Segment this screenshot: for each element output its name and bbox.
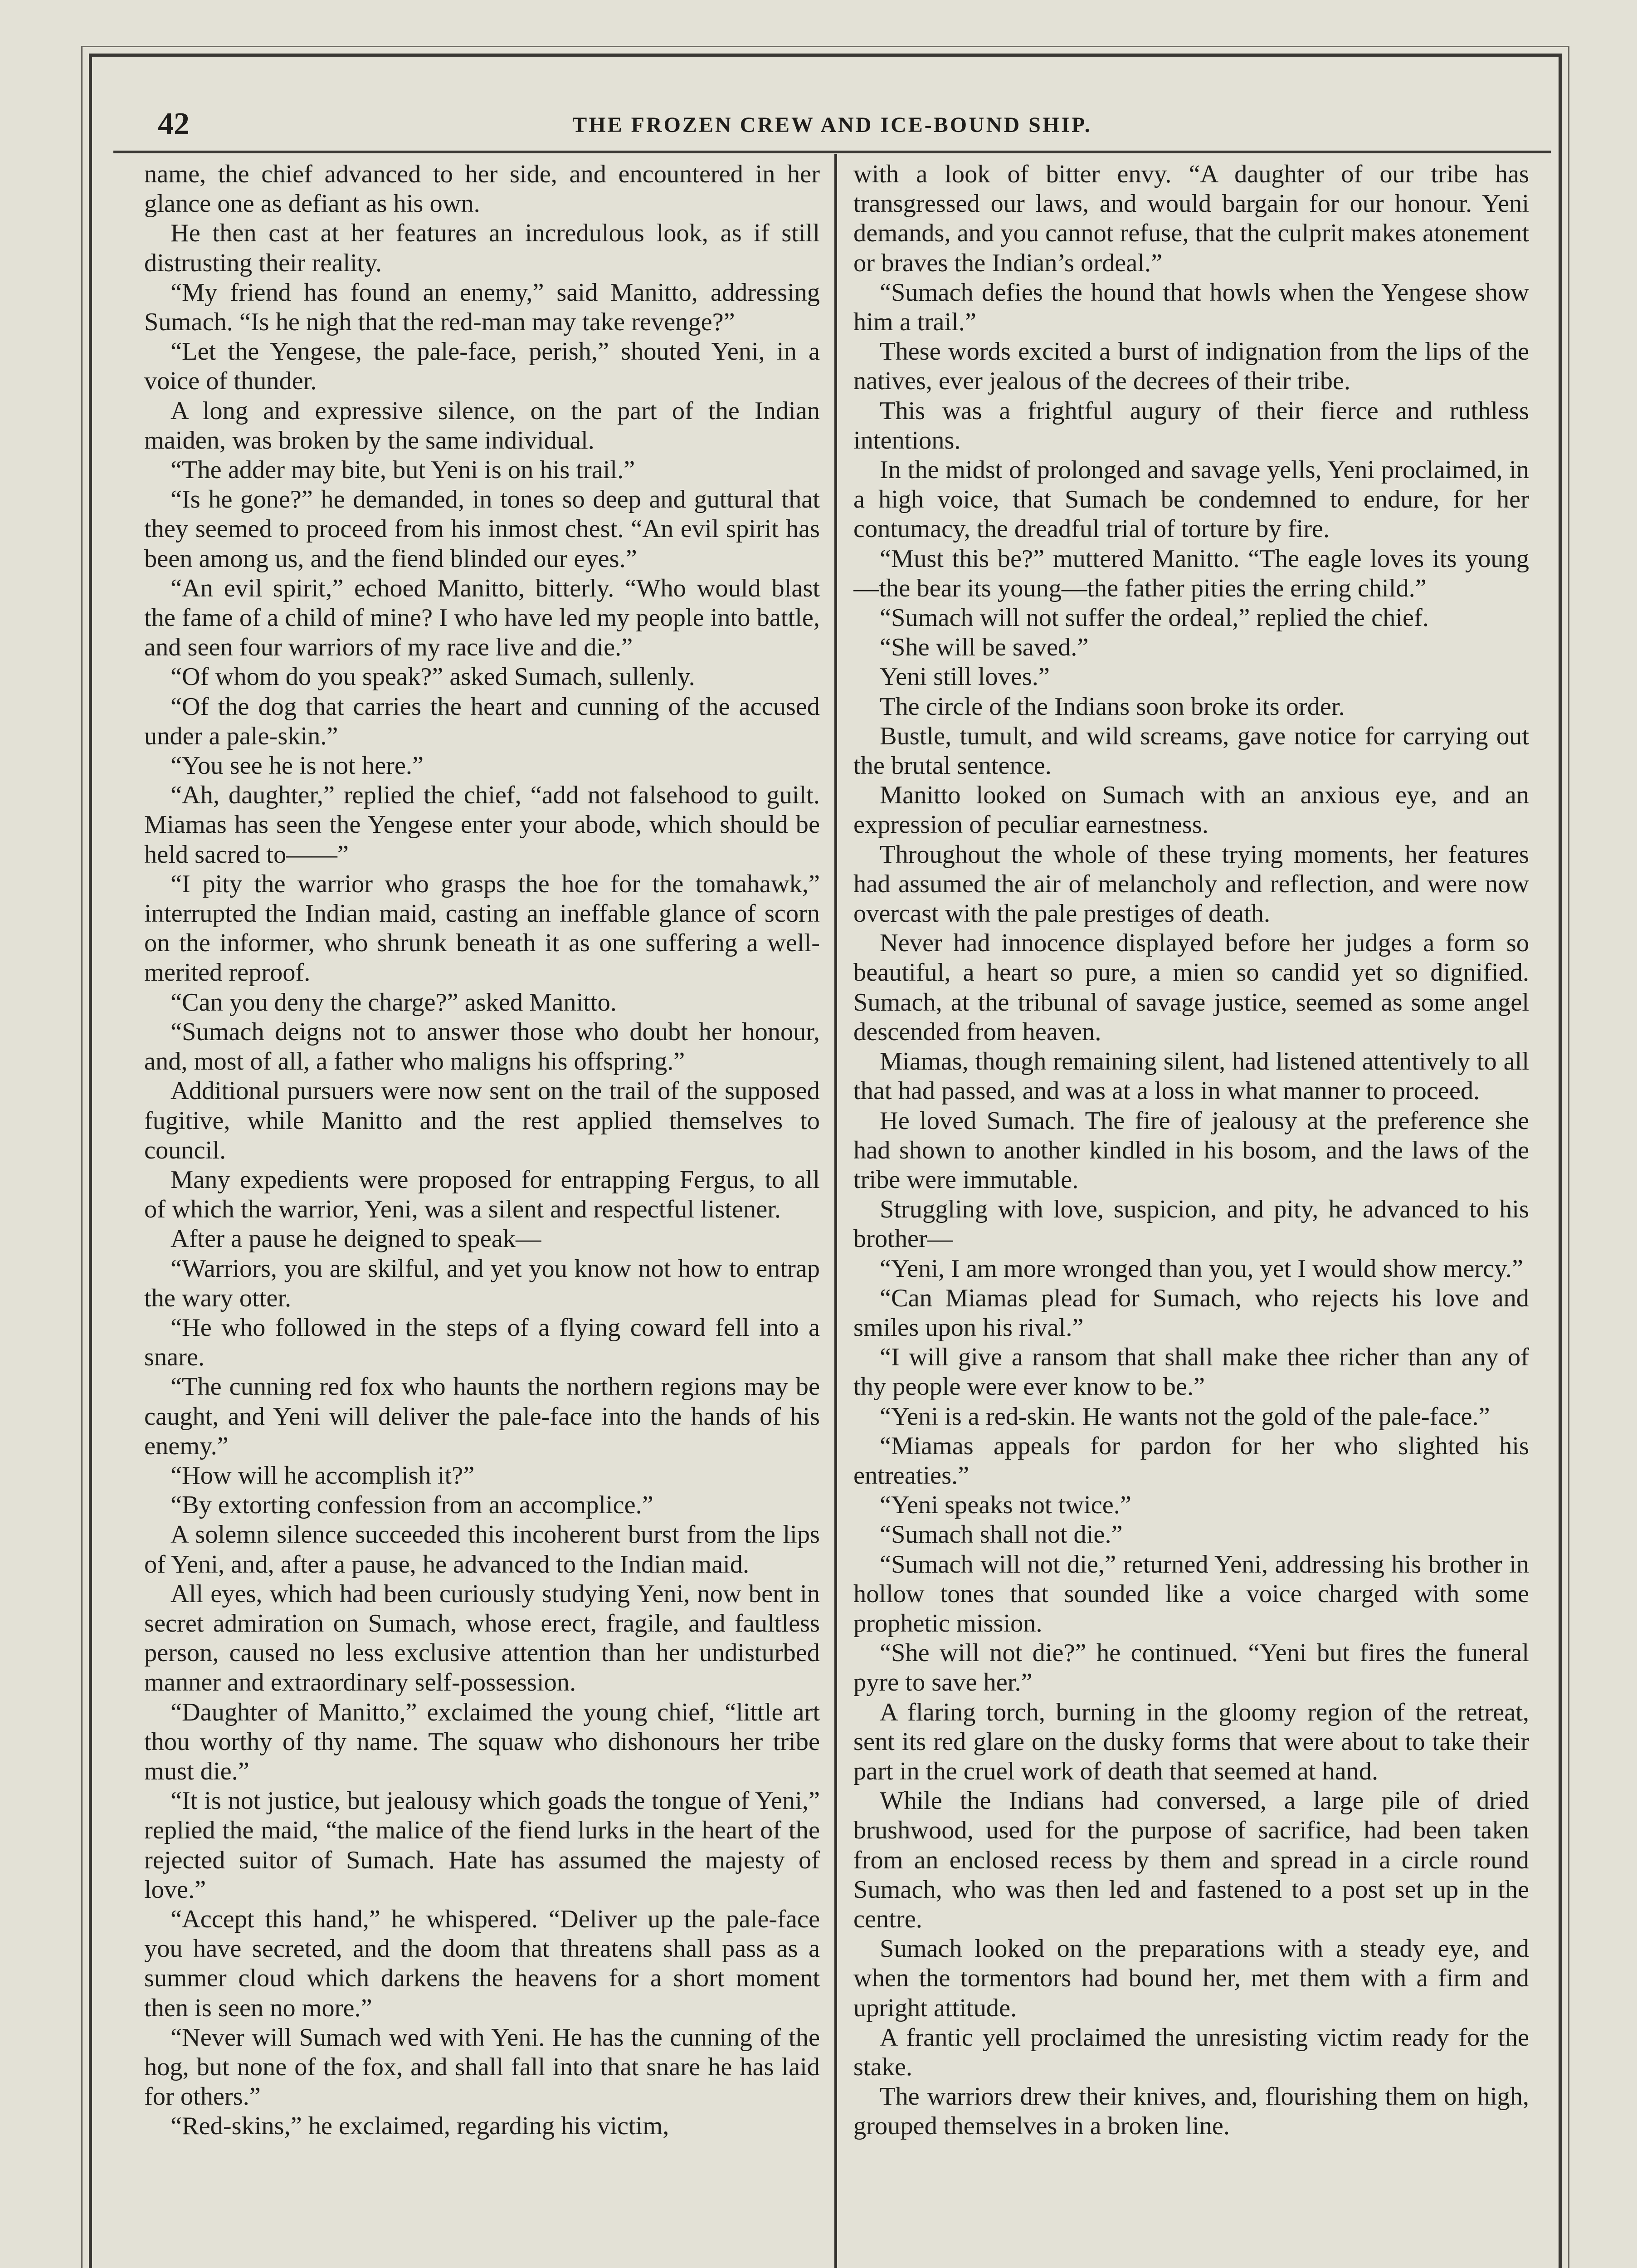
paragraph: “The cunning red fox who haunts the northern regions may be caught, and Yeni will deliver the pale-face into the hands of his enemy.”: [144, 1373, 820, 1460]
paragraph: “Accept this hand,” he whispered. “Deliver up the pale-face you have secreted, and the doom that threatens shall pass as a summer cloud which darkens the heavens for a short moment then is seen no more.”: [144, 1905, 820, 2022]
paragraph: Sumach looked on the preparations with a steady eye, and when the tormentors had bound her, met them with a firm and upright attitude.: [853, 1935, 1529, 2022]
paragraph: Additional pursuers were now sent on the trail of the supposed fugitive, while Manitto and the rest applied themselves to council.: [144, 1077, 820, 1164]
paragraph: “Sumach will not die,” returned Yeni, addressing his brother in hollow tones that sounded like a voice charged with some prophetic mission.: [853, 1550, 1529, 1637]
paragraph: “Sumach deigns not to answer those who doubt her honour, and, most of all, a father who maligns his offspring.”: [144, 1017, 820, 1076]
paragraph: He loved Sumach. The fire of jealousy at the preference she had shown to another kindled in his bosom, and the laws of the tribe were immutable.: [853, 1106, 1529, 1194]
column-divider: [834, 154, 837, 2268]
paragraph: “Never will Sumach wed with Yeni. He has the cunning of the hog, but none of the fox, and shall fall into that snare he has laid for others.”: [144, 2023, 820, 2111]
paragraph: A frantic yell proclaimed the unresisting victim ready for the stake.: [853, 2023, 1529, 2081]
paragraph: “Must this be?” muttered Manitto. “The eagle loves its young—the bear its young—the father pities the erring child.”: [853, 544, 1529, 602]
paragraph: “Of the dog that carries the heart and cunning of the accused under a pale-skin.”: [144, 692, 820, 750]
paragraph: After a pause he deigned to speak—: [171, 1225, 541, 1253]
page-header: [113, 101, 1551, 153]
paragraph: A solemn silence succeeded this incoherent burst from the lips of Yeni, and, after a pause, he advanced to the Indian maid.: [144, 1520, 820, 1579]
paragraph: The warriors drew their knives, and, flourishing them on high, grouped themselves in a broken line.: [853, 2082, 1529, 2141]
paragraph: This was a frightful augury of their fierce and ruthless intentions.: [853, 396, 1529, 455]
paragraph: “He who followed in the steps of a flying coward fell into a snare.: [144, 1313, 820, 1372]
paragraph: “It is not justice, but jealousy which goads the tongue of Yeni,” replied the maid, “the malice of the fiend lurks in the heart of the rejected suitor of Sumach. Hate has assumed the majesty of love.”: [144, 1787, 820, 1904]
paragraph: Manitto looked on Sumach with an anxious eye, and an expression of peculiar earnestness.: [853, 781, 1529, 839]
paragraph: “Is he gone?” he demanded, in tones so deep and guttural that they seemed to proceed from his inmost chest. “An evil spirit has been among us, and the fiend blinded our eyes.”: [144, 485, 820, 573]
paragraph: While the Indians had conversed, a large pile of dried brushwood, used for the purpose of sacrifice, had been taken from an enclosed recess by them and spread in a circle round Sumach, who was then led and fastened to a post set up in the centre.: [853, 1787, 1529, 1933]
paragraph: A flaring torch, burning in the gloomy region of the retreat, sent its red glare on the dusky forms that were about to take their part in the cruel work of death that seemed at hand.: [853, 1698, 1529, 1785]
paragraph: “An evil spirit,” echoed Manitto, bitterly. “Who would blast the fame of a child of mine? I who have led my people into battle, and seen four warriors of my race live and die.”: [144, 574, 820, 662]
paragraph: “How will he accomplish it?”: [171, 1461, 475, 1490]
paragraph: “Red-skins,” he exclaimed, regarding his victim,: [171, 2112, 669, 2141]
paragraph: “Can Miamas plead for Sumach, who rejects his love and smiles upon his rival.”: [853, 1284, 1529, 1342]
paragraph: “Sumach shall not die.”: [880, 1520, 1123, 1549]
paragraph: “Of whom do you speak?” asked Sumach, sullenly.: [171, 663, 695, 691]
paragraph: In the midst of prolonged and savage yells, Yeni proclaimed, in a high voice, that Sumach be condemned to endure, for her contumacy, the dreadful trial of torture by fire.: [853, 456, 1529, 543]
paragraph: “Sumach will not suffer the ordeal,” replied the chief.: [880, 604, 1429, 632]
paragraph: name, the chief advanced to her side, and encountered in her glance one as defiant as his own.: [144, 160, 820, 218]
paragraph: “She will be saved.”: [880, 633, 1089, 662]
paragraph: “Yeni, I am more wronged than you, yet I would show mercy.”: [880, 1254, 1523, 1283]
paragraph: Miamas, though remaining silent, had listened attentively to all that had passed, and was at a loss in what manner to proceed.: [853, 1047, 1529, 1105]
paragraph: “Daughter of Manitto,” exclaimed the young chief, “little art thou worthy of thy name. The squaw who dishonours her tribe must die.”: [144, 1698, 820, 1785]
running-title: THE FROZEN CREW AND ICE-BOUND SHIP.: [572, 113, 1092, 137]
paragraph: Bustle, tumult, and wild screams, gave notice for carrying out the brutal sentence.: [853, 722, 1529, 780]
paragraph: “My friend has found an enemy,” said Manitto, addressing Sumach. “Is he nigh that the red-man may take revenge?”: [144, 278, 820, 337]
paragraph: “She will not die?” he continued. “Yeni but fires the funeral pyre to save her.”: [853, 1639, 1529, 1697]
paragraph: All eyes, which had been curiously studying Yeni, now bent in secret admiration on Sumach, whose erect, fragile, and faultless person, caused no less exclusive attention than her undisturbed manner and extraordinary self-possession.: [144, 1579, 820, 1697]
paragraph: The circle of the Indians soon broke its order.: [880, 692, 1345, 721]
paragraph: “Warriors, you are skilful, and yet you know not how to entrap the wary otter.: [144, 1254, 820, 1312]
left-column: [144, 160, 820, 2268]
paragraph: “Ah, daughter,” replied the chief, “add not falsehood to guilt. Miamas has seen the Yengese enter your abode, which should be held sacred to——”: [144, 781, 820, 869]
paragraph: “Can you deny the charge?” asked Manitto.: [171, 988, 617, 1017]
paragraph: Throughout the whole of these trying moments, her features had assumed the air of melancholy and reflection, and were now overcast with the pale prestiges of death.: [853, 840, 1529, 928]
paragraph: with a look of bitter envy. “A daughter of our tribe has transgressed our laws, and would bargain for our honour. Yeni demands, and you cannot refuse, that the culprit makes atonement or braves the Indian’s ordeal.”: [853, 160, 1529, 277]
paragraph: “I pity the warrior who grasps the hoe for the tomahawk,” interrupted the Indian maid, casting an ineffable glance of scorn on the informer, who shrunk beneath it as one suffering a well-merited reproof.: [144, 870, 820, 987]
paragraph: He then cast at her features an incredulous look, as if still distrusting their reality.: [144, 219, 820, 277]
paragraph: “Sumach defies the hound that howls when the Yengese show him a trail.”: [853, 278, 1529, 337]
paragraph: “You see he is not here.”: [171, 752, 424, 780]
right-column: [853, 160, 1529, 2268]
paragraph: Yeni still loves.”: [880, 663, 1050, 691]
paragraph: Many expedients were proposed for entrapping Fergus, to all of which the warrior, Yeni, was a silent and respectful listener.: [144, 1165, 820, 1224]
paragraph: Struggling with love, suspicion, and pity, he advanced to his brother—: [853, 1195, 1529, 1253]
paragraph: “I will give a ransom that shall make thee richer than any of thy people were ever know to be.”: [853, 1343, 1529, 1401]
paragraph: “Miamas appeals for pardon for her who slighted his entreaties.”: [853, 1432, 1529, 1490]
paragraph: “Yeni is a red-skin. He wants not the gold of the pale-face.”: [880, 1402, 1490, 1431]
paragraph: A long and expressive silence, on the part of the Indian maiden, was broken by the same individual.: [144, 396, 820, 455]
paragraph: Never had innocence displayed before her judges a form so beautiful, a heart so pure, a mien so candid yet so dignified. Sumach, at the tribunal of savage justice, seemed as some angel descended from heaven.: [853, 929, 1529, 1046]
paragraph: “Yeni speaks not twice.”: [880, 1491, 1131, 1520]
page-number: 42: [158, 107, 190, 142]
paragraph: “Let the Yengese, the pale-face, perish,” shouted Yeni, in a voice of thunder.: [144, 337, 820, 396]
paragraph: “The adder may bite, but Yeni is on his trail.”: [171, 456, 635, 484]
paragraph: These words excited a burst of indignation from the lips of the natives, ever jealous of the decrees of their tribe.: [853, 337, 1529, 396]
paragraph: “By extorting confession from an accomplice.”: [171, 1491, 653, 1520]
